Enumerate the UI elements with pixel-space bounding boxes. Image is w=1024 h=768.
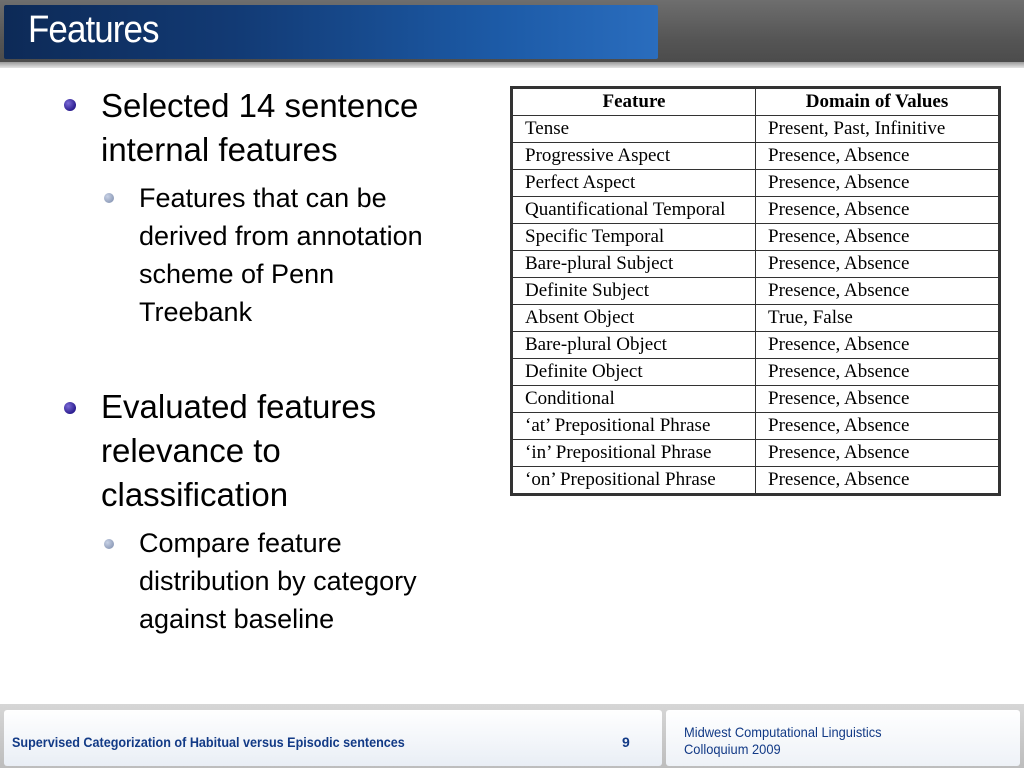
table-row [513, 170, 999, 197]
column-header-domain: Domain of Values [756, 89, 999, 116]
table-row [513, 413, 999, 440]
domain-cell: Presence, Absence [756, 386, 999, 413]
feature-cell: Specific Temporal [513, 224, 756, 251]
sub-bullet-dot-icon [104, 539, 114, 549]
features-table [510, 86, 1001, 496]
feature-cell: Tense [513, 116, 756, 143]
sub-bullet-compare-distribution: Compare feature distribution by category against baseline [139, 528, 417, 634]
bullet-dot-icon [64, 402, 76, 414]
feature-cell: Definite Object [513, 359, 756, 386]
table-row [513, 143, 999, 170]
footer-title-panel [4, 710, 662, 766]
domain-cell: Presence, Absence [756, 440, 999, 467]
feature-cell: ‘on’ Prepositional Phrase [513, 467, 756, 494]
table-row [513, 251, 999, 278]
sub-bullet-penn-treebank: Features that can be derived from annotation scheme of Penn Treebank [139, 183, 423, 327]
feature-cell: Bare-plural Subject [513, 251, 756, 278]
domain-cell: Presence, Absence [756, 359, 999, 386]
feature-cell: Quantificational Temporal [513, 197, 756, 224]
presentation-title: Supervised Categorization of Habitual versus Episodic sentences [12, 734, 405, 750]
title-bar-shadow [0, 62, 1024, 68]
page-number: 9 [622, 734, 630, 750]
bullet-selected-features: Selected 14 sentence internal features [101, 87, 419, 168]
footer-bar [0, 704, 1024, 768]
table-row [513, 224, 999, 251]
domain-cell: Presence, Absence [756, 413, 999, 440]
domain-cell: Present, Past, Infinitive [756, 116, 999, 143]
feature-cell: Absent Object [513, 305, 756, 332]
feature-cell: ‘in’ Prepositional Phrase [513, 440, 756, 467]
title-bar [0, 0, 1024, 66]
feature-cell: Bare-plural Object [513, 332, 756, 359]
conference-name-line2: Colloquium 2009 [684, 741, 781, 757]
table-header-row [513, 89, 999, 116]
table-row [513, 332, 999, 359]
bullet-evaluated-features: Evaluated features relevance to classification [101, 388, 377, 513]
column-header-feature: Feature [513, 89, 756, 116]
domain-cell: Presence, Absence [756, 143, 999, 170]
slide-title: Features [28, 9, 159, 51]
domain-cell: Presence, Absence [756, 467, 999, 494]
table-row [513, 305, 999, 332]
domain-cell: Presence, Absence [756, 224, 999, 251]
domain-cell: Presence, Absence [756, 170, 999, 197]
table-row [513, 440, 999, 467]
feature-cell: Perfect Aspect [513, 170, 756, 197]
table-row [513, 467, 999, 494]
table-row [513, 386, 999, 413]
sub-bullet-dot-icon [104, 193, 114, 203]
feature-cell: Definite Subject [513, 278, 756, 305]
domain-cell: Presence, Absence [756, 278, 999, 305]
conference-name [684, 724, 882, 758]
table-row [513, 359, 999, 386]
footer-conference-panel [666, 710, 1020, 766]
domain-cell: True, False [756, 305, 999, 332]
bullet-dot-icon [64, 99, 76, 111]
feature-cell: ‘at’ Prepositional Phrase [513, 413, 756, 440]
feature-cell: Conditional [513, 386, 756, 413]
domain-cell: Presence, Absence [756, 332, 999, 359]
table-row [513, 278, 999, 305]
table-row [513, 197, 999, 224]
domain-cell: Presence, Absence [756, 251, 999, 278]
conference-name-line1: Midwest Computational Linguistics [684, 724, 882, 740]
feature-cell: Progressive Aspect [513, 143, 756, 170]
domain-cell: Presence, Absence [756, 197, 999, 224]
table-row [513, 116, 999, 143]
